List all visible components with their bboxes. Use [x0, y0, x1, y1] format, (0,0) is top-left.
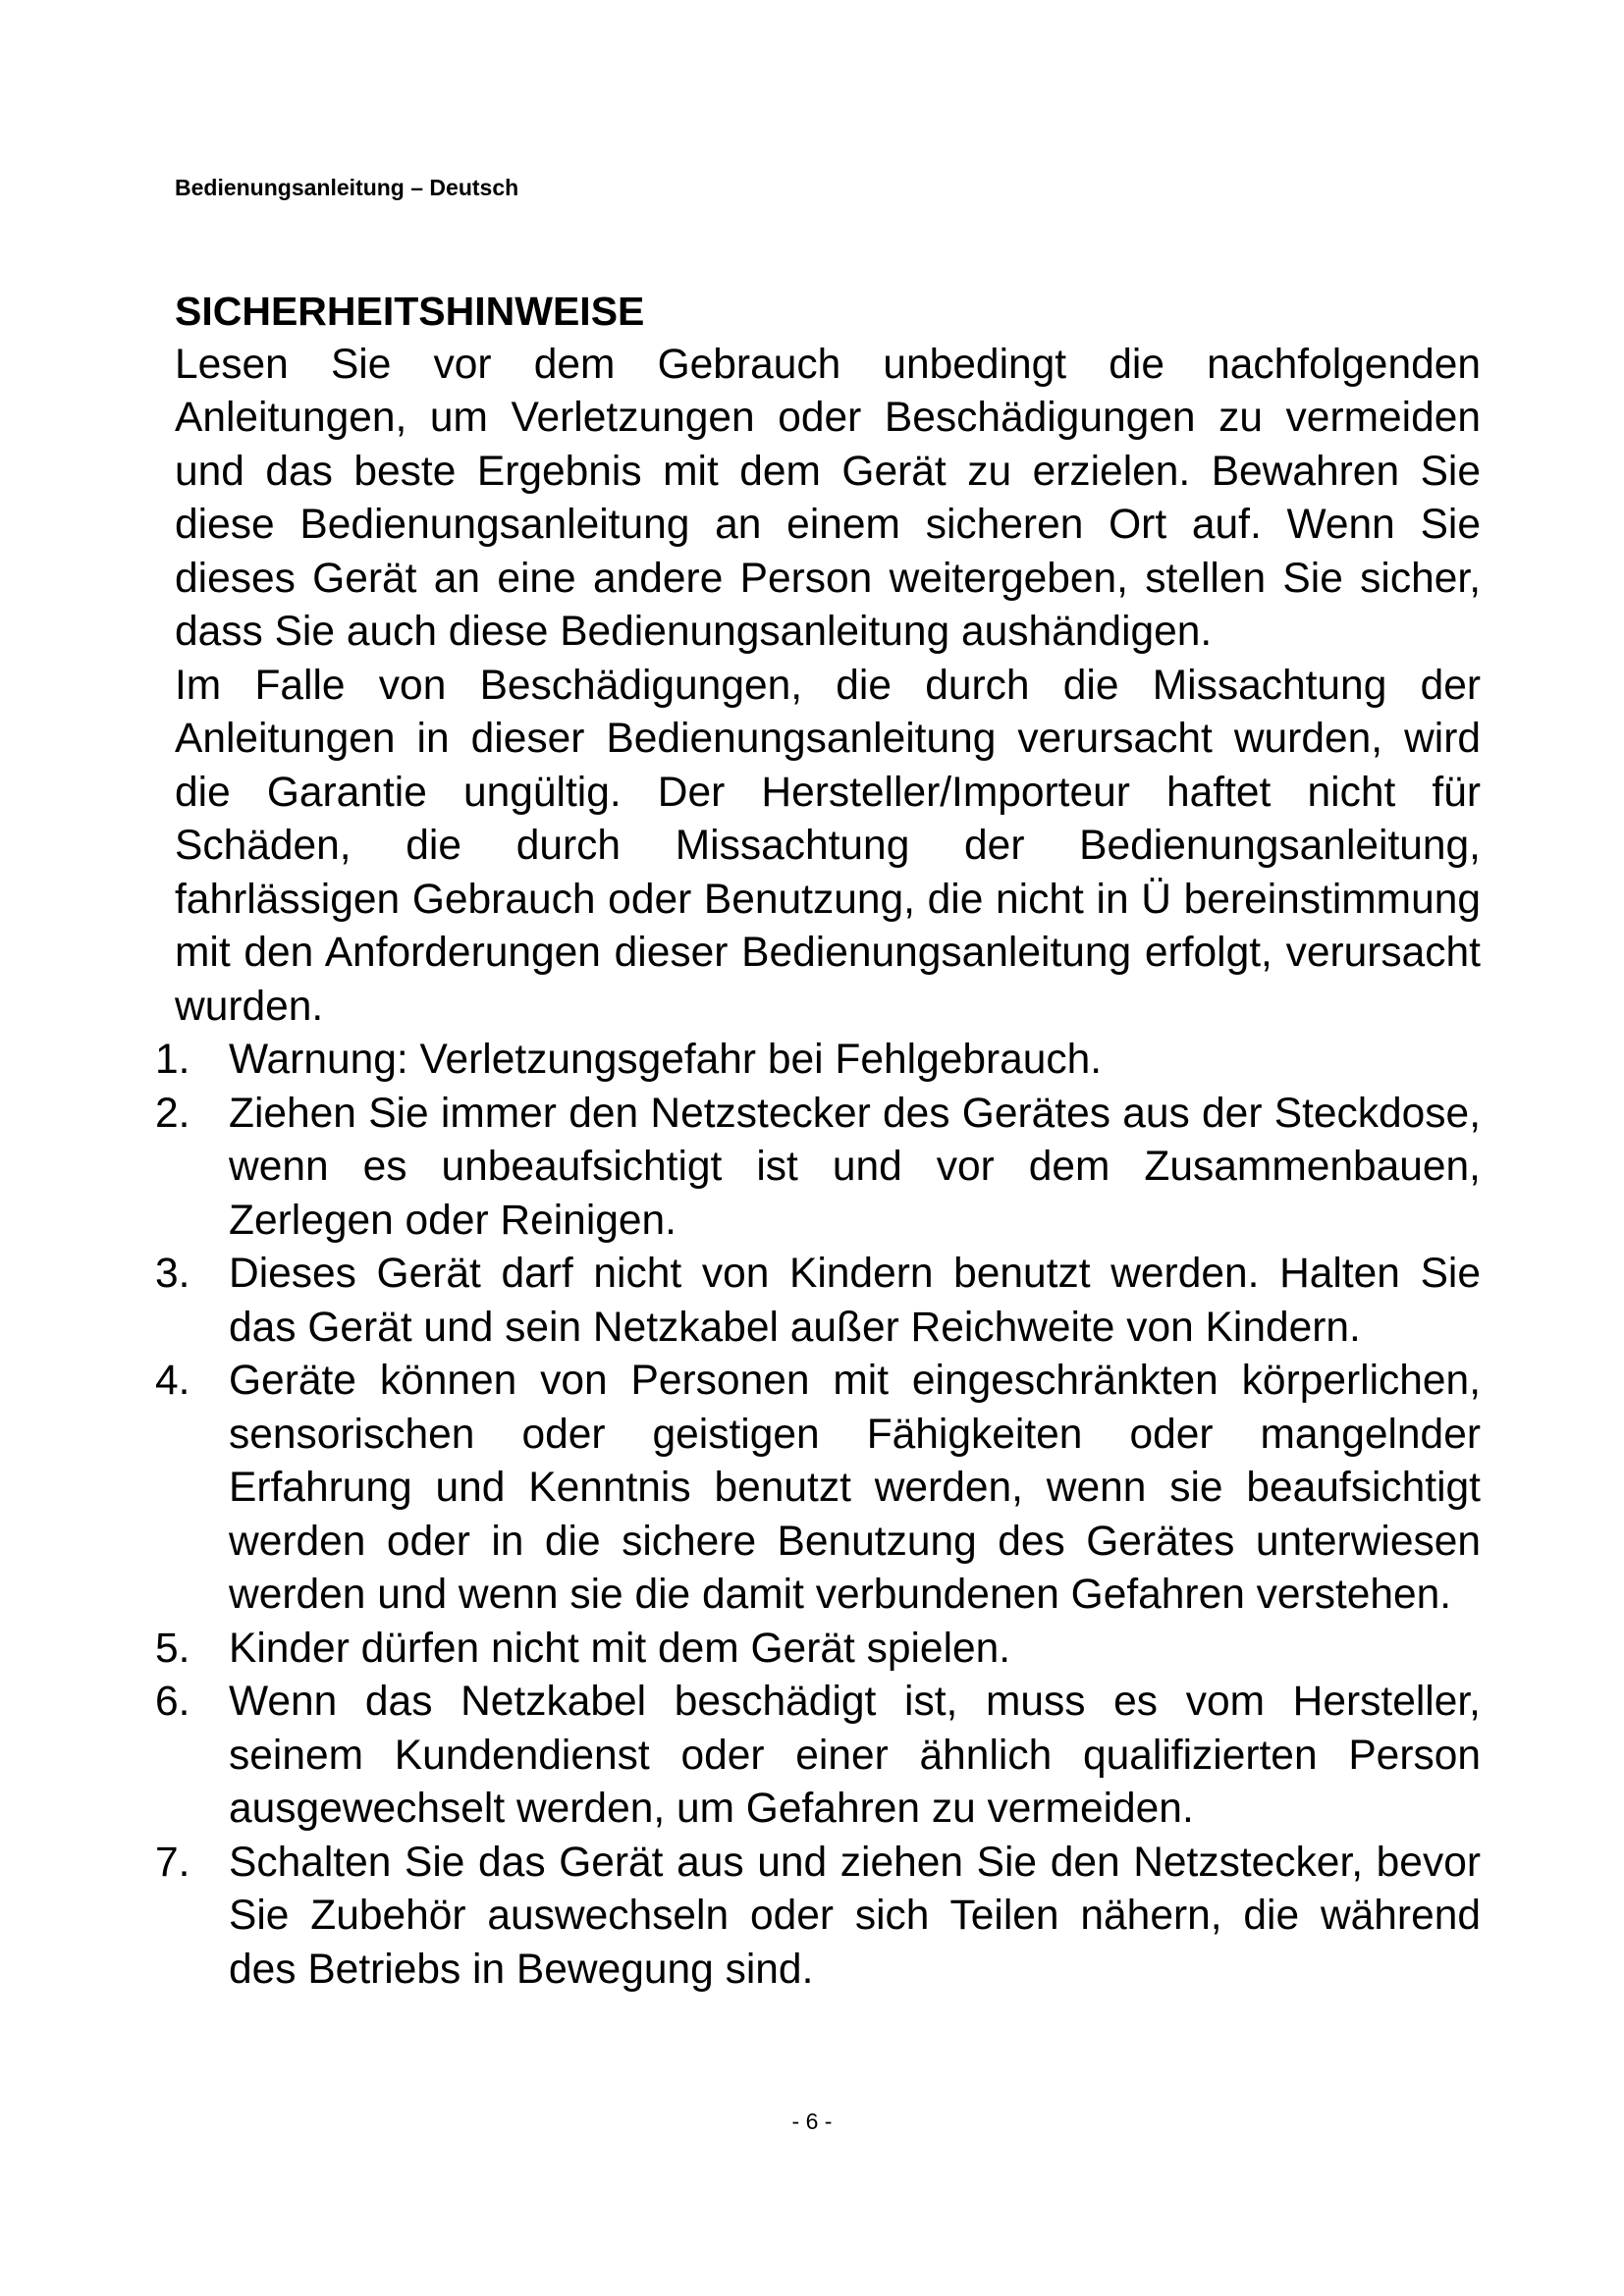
- list-item-text: Ziehen Sie immer den Netzstecker des Gerätes aus der Steckdose, wenn es unbeaufsichtigt ist und vor dem Zusammenbauen, Zerlegen oder Reinigen.: [229, 1090, 1481, 1244]
- list-item-number: 1.: [155, 1037, 190, 1083]
- page-header: Bedienungsanleitung – Deutsch: [175, 175, 519, 200]
- warranty-paragraph: Im Falle von Beschädigungen, die durch die Missachtung der Anleitungen in dieser Bedienungsanleitung verursacht wurden, wird die Garantie ungültig. Der Hersteller/Importeur haftet nicht für Schäden, die durch Missachtung der Bedienungsanleitung, fahrlässigen Gebrauch oder Benutzung, die nicht in Ü bereinstimmung mit den Anforderungen dieser Bedienungsanleitung erfolgt, verursacht wurden.: [175, 662, 1481, 1030]
- list-item-text: Geräte können von Personen mit eingeschränkten körperlichen, sensorischen oder geistigen Fähigkeiten oder mangelnder Erfahrung und Kenntnis benutzt werden, wenn sie beaufsichtigt werden oder in die sichere Benutzung des Gerätes unterwiesen werden und wenn sie die damit verbundenen Gefahren verstehen.: [229, 1358, 1481, 1618]
- list-item-number: 6.: [155, 1679, 190, 1725]
- list-item-number: 3.: [155, 1251, 190, 1297]
- list-item-number: 5.: [155, 1625, 190, 1672]
- list-item: [155, 1088, 1481, 1249]
- intro-paragraph: Lesen Sie vor dem Gebrauch unbedingt die nachfolgenden Anleitungen, um Verletzungen oder Beschädigungen zu vermeiden und das beste Ergebnis mit dem Gerät zu erzielen. Bewahren Sie diese Bedienungsanleitung an einem sicheren Ort auf. Wenn Sie dieses Gerät an eine andere Person weitergeben, stellen Sie sicher, dass Sie auch diese Bedienungsanleitung aushändigen.: [175, 341, 1481, 655]
- list-item-text: Wenn das Netzkabel beschädigt ist, muss es vom Hersteller, seinem Kundendienst oder einer ähnlich qualifizierten Person ausgewechselt werden, um Gefahren zu vermeiden.: [229, 1679, 1481, 1832]
- list-item-text: Dieses Gerät darf nicht von Kindern benutzt werden. Halten Sie das Gerät und sein Netzkabel außer Reichweite von Kindern.: [229, 1251, 1481, 1351]
- list-item-number: 2.: [155, 1090, 190, 1137]
- list-item: [155, 1355, 1481, 1623]
- list-item-text: Warnung: Verletzungsgefahr bei Fehlgebrauch.: [229, 1037, 1103, 1083]
- safety-list: [155, 1034, 1481, 1997]
- list-item-text: Schalten Sie das Gerät aus und ziehen Sie den Netzstecker, bevor Sie Zubehör auswechseln oder sich Teilen nähern, die während des Betriebs in Bewegung sind.: [229, 1839, 1481, 1993]
- list-item-number: 7.: [155, 1839, 190, 1886]
- list-item: [155, 1248, 1481, 1355]
- list-item: [155, 1623, 1481, 1677]
- list-item: [155, 1837, 1481, 1998]
- list-item: [155, 1034, 1481, 1088]
- list-item-text: Kinder dürfen nicht mit dem Gerät spielen.: [229, 1625, 1011, 1672]
- list-item: [155, 1676, 1481, 1837]
- page-number: - 6 -: [791, 2109, 833, 2134]
- section-title: SICHERHEITSHINWEISE: [175, 289, 645, 334]
- safety-section: [155, 285, 1481, 1997]
- list-item-number: 4.: [155, 1358, 190, 1404]
